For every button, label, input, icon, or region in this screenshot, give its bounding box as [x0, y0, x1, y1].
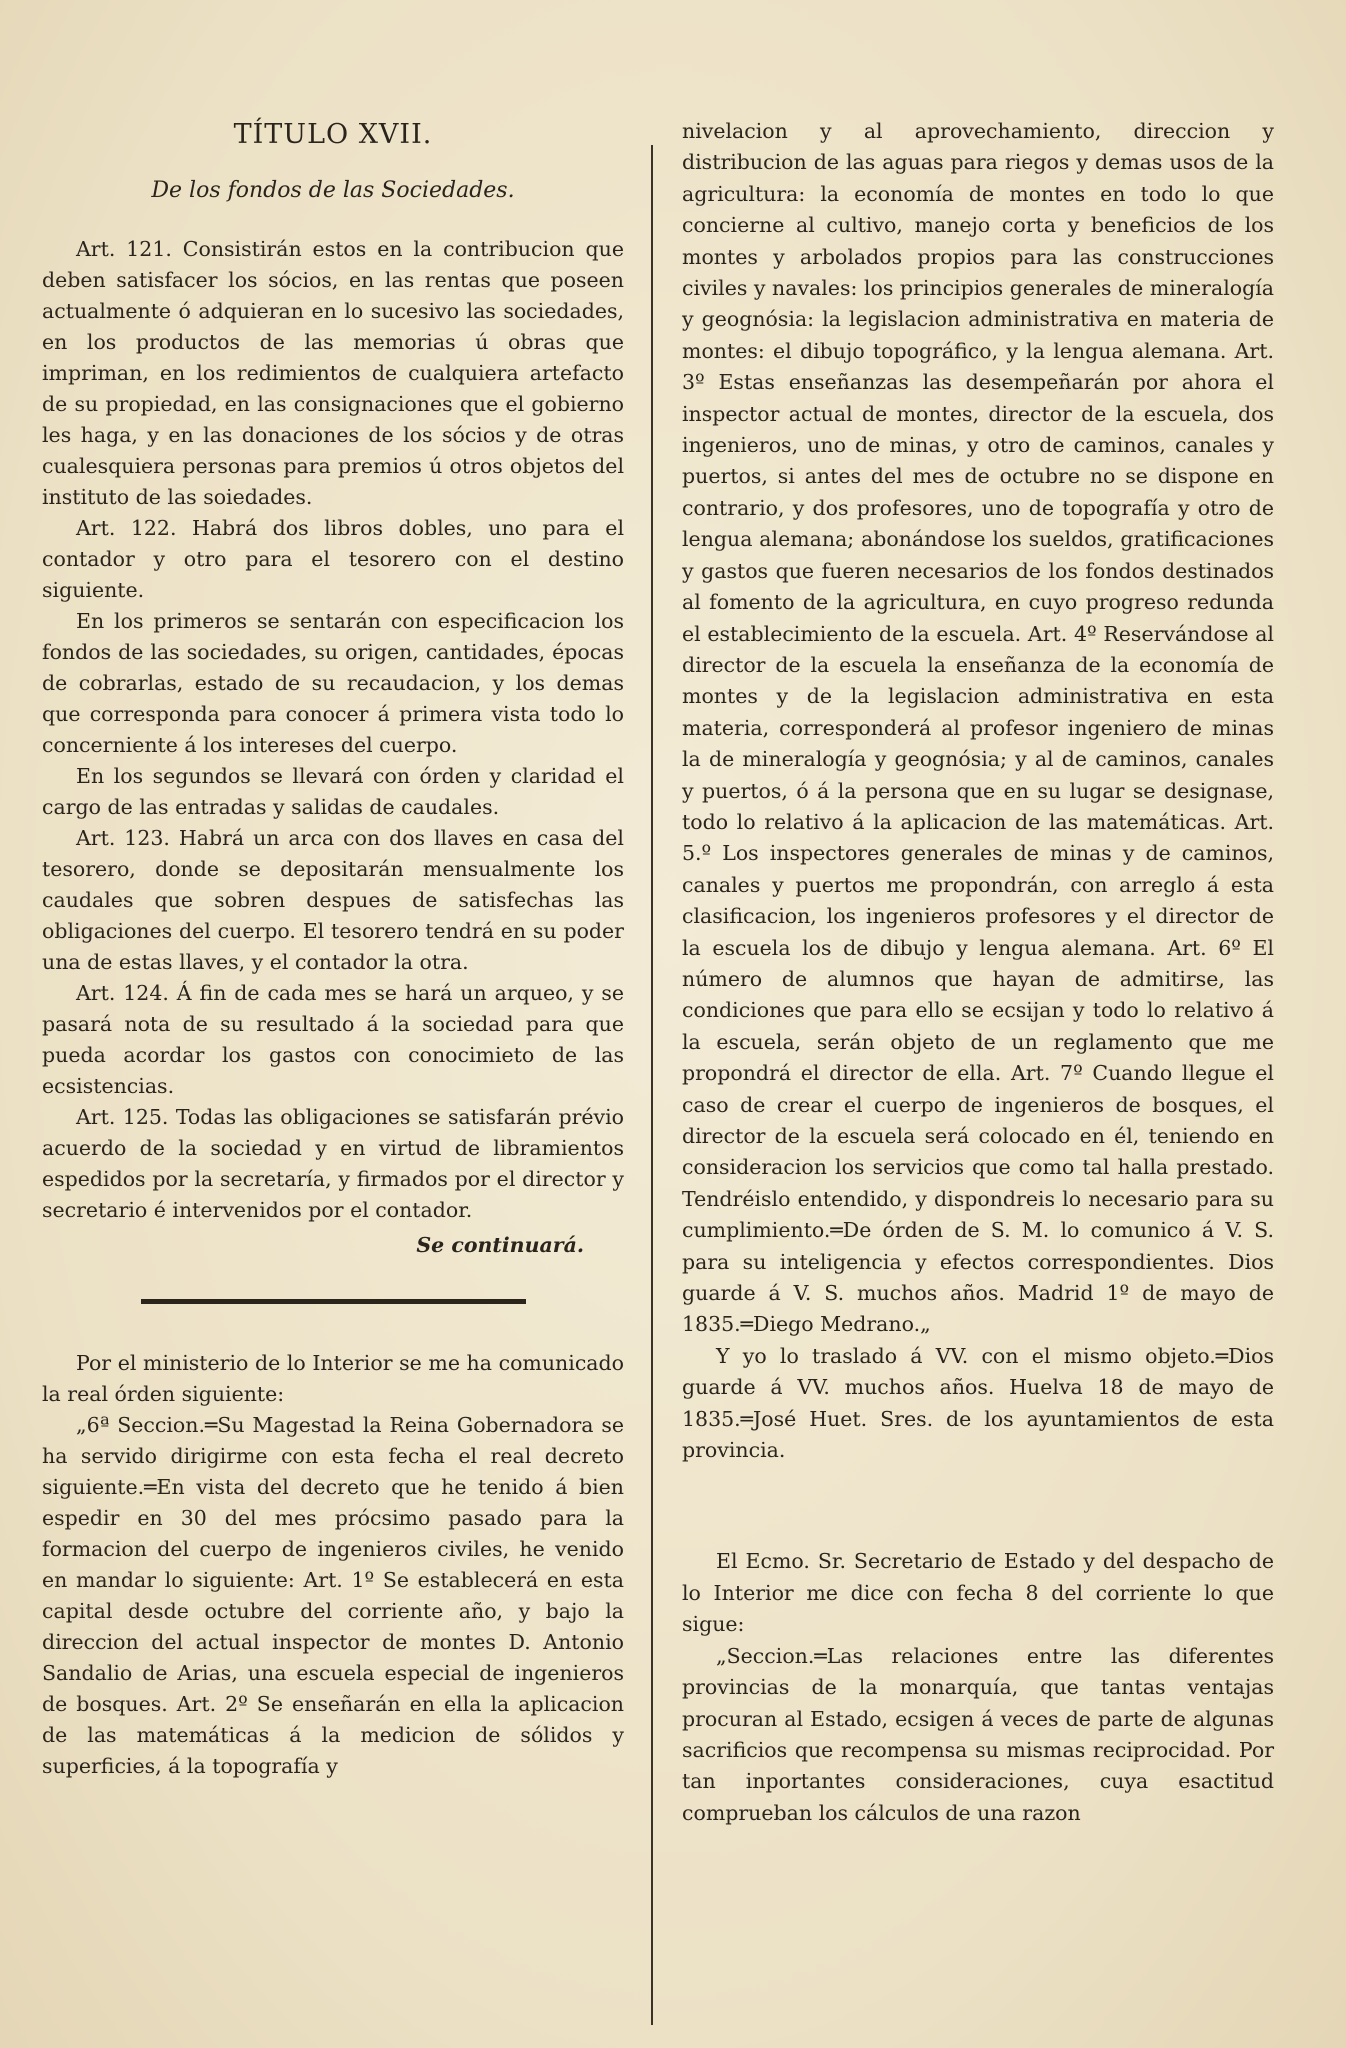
column-divider — [651, 145, 653, 2025]
section-relations: „Seccion.═Las relaciones entre las diferentes provincias de la monarquía, que tantas ventajas procuran al Estado, ecsigen á veces de parte de algunas sacrificios que recompensa su mismas reciprocidad. Por tan inportantes consideraciones, cuya esactitud comprueban los cálculos de una razon — [682, 1643, 1274, 1825]
article-122-second-books: En los segundos se llevará con órden y claridad el cargo de las entradas y salidas de caudales. — [42, 764, 624, 819]
ministry-intro: Por el ministerio de lo Interior se me ha comunicado la real órden siguiente: — [42, 1351, 624, 1406]
article-123: Art. 123. Habrá un arca con dos llaves en casa del tesorero, donde se depositarán mensualmente los caudales que sobren despues de satisfechas las obligaciones del cuerpo. El tesorero tendrá en su poder una de estas llaves, y el contador la otra. — [42, 826, 624, 974]
royal-order-continued: nivelacion y al aprovechamiento, direccion y distribucion de las aguas para riegos y demas usos de la agricultura: la economía de montes en todo lo que concierne al cultivo, manejo corta y beneficios de los montes y arbolados propios para las construcciones civiles y navales: los principios generales de mineralogía y geognósia: la legislacion administrativa en materia de montes: el dibujo topográfico, y la lengua alemana. Art. 3º Estas enseñanzas las desempeñarán por ahora el inspector actual de montes, director de la escuela, dos ingenieros, uno de minas, y otro de caminos, canales y puertos, si antes del mes de octubre no se dispone en contrario, y dos profesores, uno de topografía y otro de lengua alemana; abonándose los sueldos, gratificaciones y gastos que fueren necesarios de los fondos destinados al fomento de la agricultura, en cuyo progreso redunda el establecimiento de la escuela. Art. 4º Reservándose al director de la escuela la enseñanza de la economía de montes y de la legislacion administrativa en esta materia, corresponderá al profesor ingeniero de minas la de mineralogía y geognósia; y al de caminos, canales y puertos, ó á la persona que en su lugar se designase, todo lo relativo á la aplicacion de las matemáticas. Art. 5.º Los inspectores generales de minas y de caminos, canales y puertos me propondrán, con arreglo á esta clasificacion, los ingenieros profesores y el director de la escuela los de dibujo y lengua alemana. Art. 6º El número de alumnos que hayan de admitirse, las condiciones que para ello se ecsijan y todo lo relativo á la escuela, serán objeto de un reglamento que me propondrá el director de ella. Art. 7º Cuando llegue el caso de crear el cuerpo de ingenieros de bosques, el director de la escuela será colocado en él, teniendo en consideracion los servicios que como tal halla prestado. Tendréislo entendido, y dispondreis lo necesario para su cumplimiento.═De órden de S. M. lo comunico á V. S. para su inteligencia y efectos correspondientes. Dios guarde á V. S. muchos años. Madrid 1º de mayo de 1835.═Diego Medrano.„ — [682, 119, 1274, 1337]
to-be-continued: Se continuará. — [416, 1233, 584, 1257]
secretary-notice: El Ecmo. Sr. Secretario de Estado y del despacho de lo Interior me dice con fecha 8 del corriente lo que sigue: — [682, 1549, 1274, 1637]
left-column — [42, 110, 624, 1782]
section-title: TÍTULO XVII. — [233, 119, 433, 150]
transfer-notice: Y yo lo traslado á VV. con el mismo objeto.═Dios guarde á VV. muchos años. Huelva 18 de mayo de 1835.═José Huet. Sres. de los ayuntamientos de esta provincia. — [682, 1343, 1274, 1463]
section-divider-rule — [141, 1299, 526, 1304]
article-125: Art. 125. Todas las obligaciones se satisfarán prévio acuerdo de la sociedad y en virtud de libramientos espedidos por la secretaría, y firmados por el director y secretario é intervenidos por el contador. — [42, 1105, 624, 1222]
article-124: Art. 124. Á fin de cada mes se hará un arqueo, y se pasará nota de su resultado á la sociedad para que pueda acordar los gastos con conocimieto de las ecsistencias. — [42, 981, 624, 1098]
right-column — [682, 116, 1274, 1829]
royal-order-text: „6ª Seccion.═Su Magestad la Reina Gobernadora se ha servido dirigirme con esta fecha el real decreto siguiente.═En vista del decreto que he tenido á bien espedir en 30 del mes prócsimo pasado para la formacion del cuerpo de ingenieros civiles, he venido en mandar lo siguiente: Art. 1º Se establecerá en esta capital desde octubre del corriente año, y bajo la direccion del actual inspector de montes D. Antonio Sandalio de Arias, una escuela especial de ingenieros de bosques. Art. 2º Se enseñarán en ella la aplicacion de las matemáticas á la medicion de sólidos y superficies, á la topografía y — [42, 1413, 624, 1778]
section-subtitle: De los fondos de las Sociedades. — [151, 178, 515, 203]
article-121: Art. 121. Consistirán estos en la contribucion que deben satisfacer los sócios, en las rentas que poseen actualmente ó adquieran en lo sucesivo las sociedades, en los productos de las memorias ú obras que impriman, en los redimientos de cualquiera artefacto de su propiedad, en las consignaciones que el gobierno les haga, y en las donaciones de los sócios y de otras cualesquiera personas para premios ú otros objetos del instituto de las soiedades. — [42, 237, 624, 509]
article-122: Art. 122. Habrá dos libros dobles, uno para el contador y otro para el tesorero con el destino siguiente. — [42, 516, 624, 602]
article-122-first-books: En los primeros se sentarán con especificacion los fondos de las sociedades, su origen, cantidades, épocas de cobrarlas, estado de su recaudacion, y los demas que corresponda para conocer á primera vista todo lo concerniente á los intereses del cuerpo. — [42, 609, 624, 757]
